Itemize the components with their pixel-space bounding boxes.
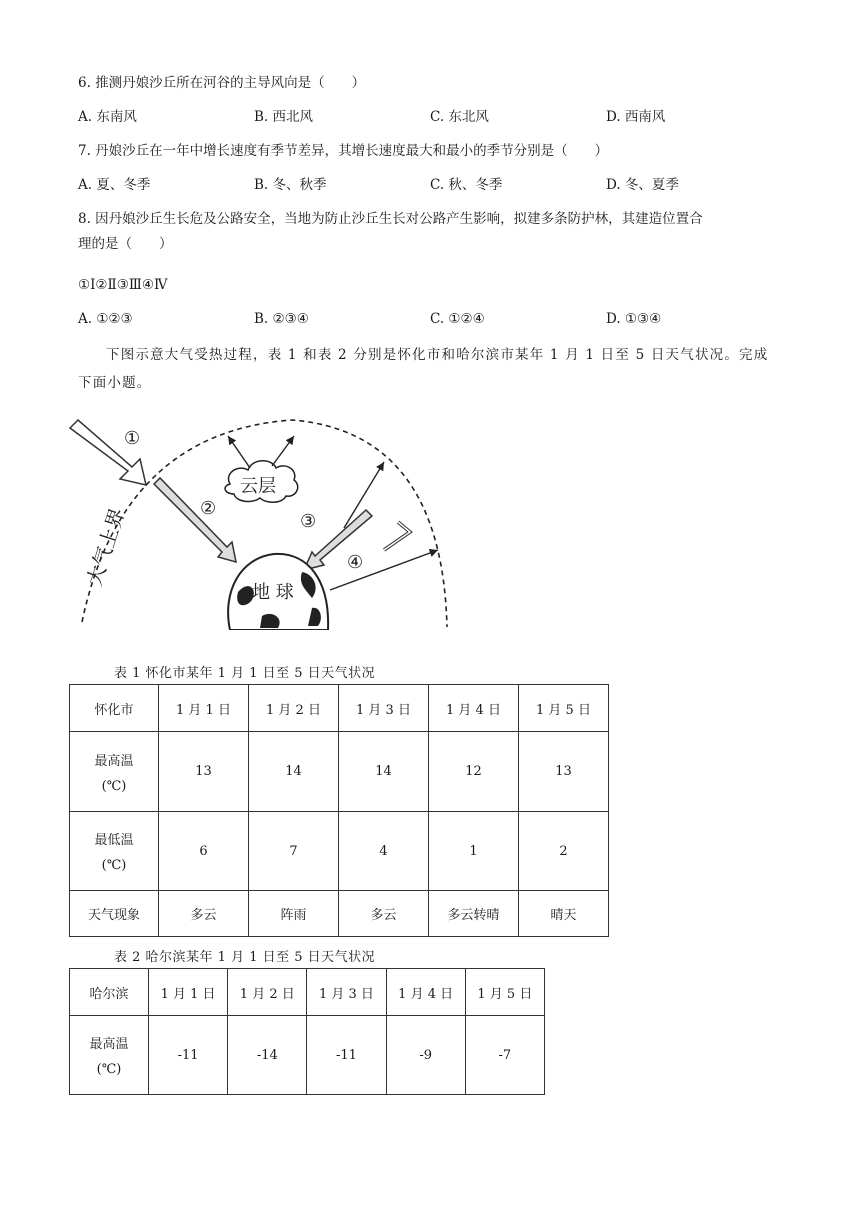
- table-cell: -11: [307, 1016, 386, 1095]
- q6-option-c[interactable]: C. 东北风: [430, 109, 489, 125]
- q7-option-a[interactable]: A. 夏、冬季: [78, 177, 151, 193]
- table-cell: 多云: [159, 891, 249, 937]
- arrow-4-ground-radiation: [384, 522, 410, 550]
- table-cell: 12: [429, 732, 519, 812]
- q7-option-b[interactable]: B. 冬、秋季: [254, 177, 327, 193]
- table-cell: 4: [339, 812, 429, 891]
- earth-label: 地 球: [252, 582, 294, 603]
- table1-header-cell: 1 月 1 日: [159, 685, 249, 732]
- table1: [69, 684, 609, 937]
- table2-header-cell: 哈尔滨: [70, 969, 149, 1016]
- table-cell: -11: [149, 1016, 228, 1095]
- table2: [69, 968, 545, 1095]
- atmosphere-boundary-label: 大气上界: [81, 505, 130, 589]
- row-label: [70, 812, 159, 891]
- table1-header-cell: 1 月 2 日: [249, 685, 339, 732]
- row-label-line2: (℃): [96, 1062, 122, 1077]
- question-7-stem: 7. 丹娘沙丘在一年中增长速度有季节差异，其增长速度最大和最小的季节分别是（ ）: [78, 143, 609, 159]
- table-cell: 14: [249, 732, 339, 812]
- row-label: 天气现象: [70, 891, 159, 937]
- table-cell: 13: [159, 732, 249, 812]
- table-row: [70, 732, 609, 812]
- table2-caption: 表 2 哈尔滨某年 1 月 1 日至 5 日天气状况: [114, 950, 376, 965]
- table-row: [70, 891, 609, 937]
- table-cell: 7: [249, 812, 339, 891]
- cloud-label: 云层: [240, 476, 276, 497]
- table-cell: 阵雨: [249, 891, 339, 937]
- marker-2: ②: [200, 498, 217, 519]
- table1-header-cell: 1 月 3 日: [339, 685, 429, 732]
- table-cell: 晴天: [519, 891, 609, 937]
- question-8-stem-line2: 理的是（ ）: [78, 236, 173, 252]
- table-cell: 13: [519, 732, 609, 812]
- q6-option-d[interactable]: D. 西南风: [606, 109, 666, 125]
- question-8-stem-line1: 8. 因丹娘沙丘生长危及公路安全，当地为防止沙丘生长对公路产生影响，拟建多条防护林，其建造位置合: [78, 211, 703, 227]
- table-cell: 14: [339, 732, 429, 812]
- row-label-line2: (℃): [101, 778, 127, 794]
- table1-header-cell: 怀化市: [70, 685, 159, 732]
- table-cell: -9: [386, 1016, 465, 1095]
- row-label-line1: 最高温: [94, 753, 134, 769]
- table-cell: 多云: [339, 891, 429, 937]
- intro-paragraph: 下图示意大气受热过程，表 1 和表 2 分别是怀化市和哈尔滨市某年 1 月 1 日至 5 日天气状况。完成下面小题。: [78, 347, 769, 391]
- table-cell: -7: [465, 1016, 544, 1095]
- table-cell: 2: [519, 812, 609, 891]
- q8-option-b[interactable]: B. ②③④: [254, 311, 309, 327]
- table-cell: 多云转晴: [429, 891, 519, 937]
- table2-header-cell: 1 月 5 日: [465, 969, 544, 1016]
- marker-4: ④: [347, 552, 364, 573]
- table1-header-cell: 1 月 4 日: [429, 685, 519, 732]
- q6-option-b[interactable]: B. 西北风: [254, 109, 314, 125]
- q7-option-c[interactable]: C. 秋、冬季: [430, 177, 503, 193]
- table2-header-cell: 1 月 1 日: [149, 969, 228, 1016]
- row-label-line1: 最高温: [89, 1037, 129, 1052]
- table2-header-cell: 1 月 2 日: [228, 969, 307, 1016]
- table2-header-row: [70, 969, 545, 1016]
- row-label: [70, 1016, 149, 1095]
- q8-numeral-list: ①Ⅰ②Ⅱ③Ⅲ④Ⅳ: [78, 277, 168, 293]
- question-6-stem: 6. 推测丹娘沙丘所在河谷的主导风向是（ ）: [78, 75, 366, 91]
- q8-option-a[interactable]: A. ①②③: [78, 311, 133, 327]
- q7-option-d[interactable]: D. 冬、夏季: [606, 177, 679, 193]
- q8-option-d[interactable]: D. ①③④: [606, 311, 662, 327]
- row-label: [70, 732, 159, 812]
- atmosphere-heating-diagram: [62, 412, 462, 630]
- table2-header-cell: 1 月 3 日: [307, 969, 386, 1016]
- table-cell: 1: [429, 812, 519, 891]
- q6-option-a[interactable]: A. 东南风: [78, 109, 137, 125]
- table-row: [70, 1016, 545, 1095]
- table1-header-cell: 1 月 5 日: [519, 685, 609, 732]
- arrow-2-to-earth: [154, 478, 236, 562]
- marker-1: ①: [124, 428, 141, 449]
- table-cell: 6: [159, 812, 249, 891]
- row-label-line1: 最低温: [94, 833, 134, 848]
- table-cell: -14: [228, 1016, 307, 1095]
- table1-caption: 表 1 怀化市某年 1 月 1 日至 5 日天气状况: [114, 666, 376, 681]
- q8-option-c[interactable]: C. ①②④: [430, 311, 485, 327]
- table-row: [70, 812, 609, 891]
- table2-header-cell: 1 月 4 日: [386, 969, 465, 1016]
- marker-3: ③: [300, 511, 317, 532]
- table1-header-row: [70, 685, 609, 732]
- row-label-line2: (℃): [101, 858, 127, 873]
